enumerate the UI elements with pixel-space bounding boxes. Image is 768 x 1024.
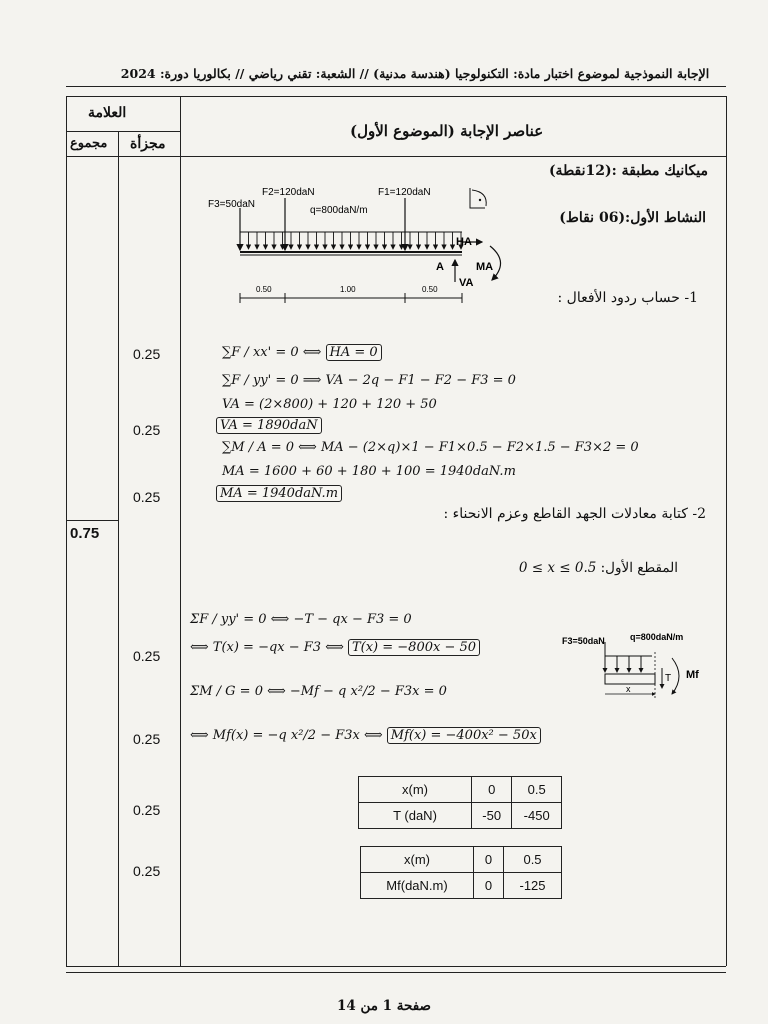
f2-label: F2=120daN bbox=[262, 187, 315, 198]
column-divider-score bbox=[118, 131, 119, 966]
eq-va-result bbox=[216, 418, 322, 433]
score-partial: 0.25 bbox=[133, 648, 161, 664]
eq-sum-fx-text: ∑F / xx' = 0 ⟺ bbox=[222, 345, 322, 360]
table-left-border bbox=[66, 96, 67, 966]
score-heading: العلامة bbox=[88, 105, 127, 121]
table-cell: x(m) bbox=[361, 847, 474, 873]
mechanics-heading: ميكانيك مطبقة :(12نقطة) bbox=[548, 163, 708, 179]
table-cell: 0 bbox=[474, 873, 504, 899]
table-cell: x(m) bbox=[359, 777, 472, 803]
moment-table bbox=[360, 846, 562, 899]
f1-label: F1=120daN bbox=[378, 187, 431, 198]
eq-sum-ma: ∑M / A = 0 ⟺ MA − (2×q)×1 − F1×0.5 − F2×1.5 − F3×2 = 0 bbox=[222, 440, 639, 455]
eq-moment-result: Mf(x) = −400x² − 50x bbox=[387, 727, 541, 744]
dimension-line bbox=[240, 293, 462, 303]
va-label: VA bbox=[459, 277, 474, 289]
mini-beam-segment bbox=[605, 674, 655, 684]
dim-1-label: 0.50 bbox=[256, 285, 272, 294]
eq-ma-calc: MA = 1600 + 60 + 180 + 100 = 1940daN.m bbox=[222, 464, 516, 479]
table-cell: 0.5 bbox=[504, 847, 562, 873]
table-cell: 0 bbox=[472, 777, 512, 803]
table-cell: 0.5 bbox=[512, 777, 562, 803]
total-separator bbox=[66, 520, 118, 521]
partial-heading: مجزأة bbox=[130, 136, 166, 152]
ha-label: HA bbox=[456, 236, 472, 248]
eq-moment-text: ⟺ Mf(x) = −q x²/2 − F3x ⟺ bbox=[190, 728, 383, 743]
dim-3-label: 0.50 bbox=[422, 285, 438, 294]
eq-sum-fy: ∑F / yy' = 0 ⟹ VA − 2q − F1 − F2 − F3 = 0 bbox=[222, 373, 516, 388]
table-row bbox=[359, 803, 562, 829]
mini-q-label: q=800daN/m bbox=[630, 632, 684, 642]
segment-1-range: 0 ≤ x ≤ 0.5 bbox=[518, 560, 597, 576]
table-cell: T (daN) bbox=[359, 803, 472, 829]
table-top-border bbox=[66, 96, 726, 97]
table-cell: -125 bbox=[504, 873, 562, 899]
score-header-rule bbox=[66, 131, 180, 132]
mini-t-label: T bbox=[665, 673, 672, 684]
table-cell: -50 bbox=[472, 803, 512, 829]
exam-header: الإجابة النموذجية لموضوع اختبار مادة: التكنولوجيا (هندسة مدنية) // الشعبة: تقني رياضي // بكالوريا دورة: 2024 bbox=[120, 66, 710, 81]
dim-2-label: 1.00 bbox=[340, 285, 356, 294]
score-partial: 0.25 bbox=[133, 489, 161, 505]
eq-shear-text: ⟺ T(x) = −qx − F3 ⟺ bbox=[190, 640, 344, 655]
header-bottom-rule bbox=[66, 156, 726, 157]
shear-table bbox=[358, 776, 562, 829]
eq-ma-result-box: MA = 1940daN.m bbox=[216, 485, 342, 502]
eq-ma-result bbox=[216, 486, 342, 501]
mini-x-label: x bbox=[626, 684, 631, 694]
segment-1-label bbox=[519, 560, 678, 576]
header-rule bbox=[66, 86, 726, 87]
mini-f3-label: F3=50daN bbox=[562, 636, 605, 646]
table-cell: -450 bbox=[512, 803, 562, 829]
eq-ha-result: HA = 0 bbox=[326, 344, 382, 361]
eq-sum-fx bbox=[222, 345, 382, 360]
sign-dot bbox=[479, 199, 481, 201]
score-partial: 0.25 bbox=[133, 802, 161, 818]
score-partial: 0.25 bbox=[133, 422, 161, 438]
score-partial: 0.25 bbox=[133, 863, 161, 879]
answer-elements-heading: عناصر الإجابة (الموضوع الأول) bbox=[350, 122, 544, 140]
question-1: 1- حساب ردود الأفعال : bbox=[557, 290, 698, 306]
eq-segment-sum-fy: ΣF / yy' = 0 ⟺ −T − qx − F3 = 0 bbox=[190, 612, 412, 627]
eq-moment bbox=[190, 728, 541, 743]
sign-convention-icon bbox=[470, 188, 486, 208]
eq-va-calc: VA = (2×800) + 120 + 120 + 50 bbox=[222, 397, 437, 412]
table-row bbox=[359, 777, 562, 803]
distributed-load-arrows bbox=[240, 232, 462, 249]
column-divider-main bbox=[180, 96, 181, 966]
segment-diagram bbox=[560, 628, 710, 708]
score-partial: 0.25 bbox=[133, 731, 161, 747]
total-heading: مجموع bbox=[70, 136, 108, 151]
eq-segment-sum-m: ΣM / G = 0 ⟺ −Mf − q x²/2 − F3x = 0 bbox=[190, 684, 447, 699]
footer-rule bbox=[66, 972, 726, 973]
score-partial: 0.25 bbox=[133, 346, 161, 362]
eq-shear bbox=[190, 640, 480, 655]
score-total: 0.75 bbox=[70, 525, 100, 542]
table-right-border bbox=[726, 96, 727, 966]
table-row bbox=[361, 847, 562, 873]
ma-label: MA bbox=[476, 261, 494, 273]
f3-label: F3=50daN bbox=[208, 199, 255, 210]
beam-diagram bbox=[200, 180, 530, 310]
mini-mf-arrow bbox=[672, 658, 679, 694]
question-2: 2- كتابة معادلات الجهد القاطع وعزم الانحناء : bbox=[443, 506, 706, 522]
point-a-label: A bbox=[436, 261, 444, 273]
table-cell: Mf(daN.m) bbox=[361, 873, 474, 899]
eq-shear-result: T(x) = −800x − 50 bbox=[348, 639, 480, 656]
eq-va-result-box: VA = 1890daN bbox=[216, 417, 322, 434]
table-row bbox=[361, 873, 562, 899]
page-number: صفحة 1 من 14 bbox=[336, 998, 432, 1014]
segment-1-title: المقطع الأول: bbox=[600, 560, 678, 576]
table-bottom-border bbox=[66, 966, 726, 967]
q-label: q=800daN/m bbox=[310, 205, 368, 216]
activity-heading: النشاط الأول:(06 نقاط) bbox=[559, 210, 706, 226]
mini-mf-label: Mf bbox=[686, 669, 699, 681]
table-cell: 0 bbox=[474, 847, 504, 873]
